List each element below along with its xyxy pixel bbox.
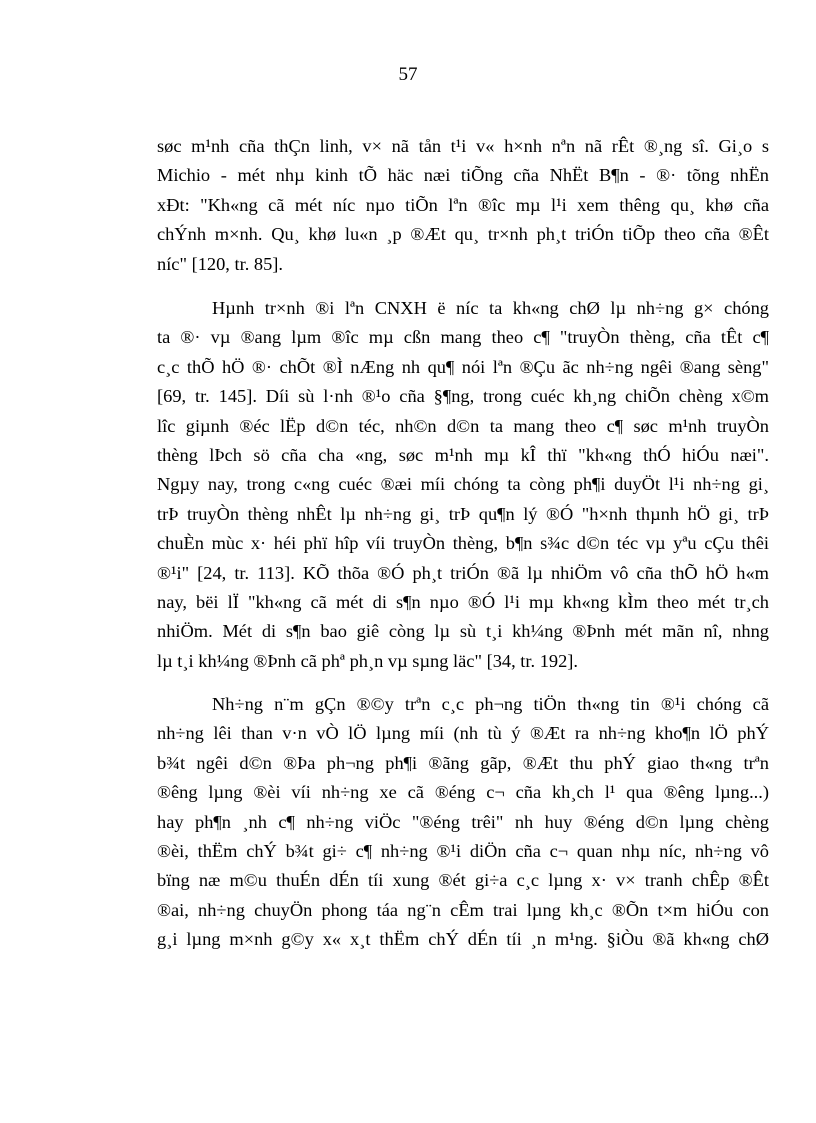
text-line: Hµnh tr×nh ®i lªn CNXH ë níc ta kh«ng chØ lµ nh÷ng g× chóng [212,298,769,318]
text-line: trÞ truyÒn thèng nhÊt lµ nh÷ng gi¸ trÞ qu¶n lý ®Ó "h×nh thµnh hÖ gi¸ trÞ [157,503,769,524]
text-line: Nh÷ng n¨m gÇn ®©y trªn c¸c ph¬ng tiÖn th«ng tin ®¹i chóng cã [212,694,769,714]
text-line: chÝnh m×nh. Qu¸ khø lu«n ¸p ®Æt qu¸ tr×nh ph¸t triÓn tiÕp theo cña ®Êt [157,224,769,245]
text-line: nhiÖm. Mét di s¶n bao giê còng lµ sù t¸i kh¼ng ®Þnh mét mãn nî, nhng [157,621,769,642]
page-number: 57 [398,64,418,85]
text-line: ®¹i" [24, tr. 113]. KÕ thõa ®Ó ph¸t triÓn ®ã lµ nhiÖm vô cña thÕ hÖ h«m [157,562,769,583]
text-line: níc" [120, tr. 85]. [157,253,284,274]
text-line: thèng lÞch sö cña cha «ng, søc m¹nh mµ kÎ thï "kh«ng thÓ hiÓu næi". [157,444,769,465]
text-line: [69, tr. 145]. Díi sù l·nh ®¹o cña §¶ng, trong cuéc kh¸ng chiÕn chèng x©m [157,386,769,407]
paragraph-3 [157,690,769,955]
text-line: lµ t¸i kh¼ng ®Þnh cã phª ph¸n vµ sµng läc" [34, tr. 192]. [157,650,578,671]
text-line: ®èi, thËm chÝ b¾t gi÷ c¶ nh÷ng ®¹i diÖn cña c¬ quan nhµ níc, nh÷ng vô [157,840,769,861]
paragraph-2 [157,294,769,676]
text-line: Ngµy nay, trong c«ng cuéc ®æi míi chóng ta còng ph¶i duyÖt l¹i nh÷ng gi¸ [157,474,769,495]
text-line: nh÷ng lêi than v·n vÒ lÖ lµng míi (nh tù ý ®Æt ra nh÷ng kho¶n lÖ phÝ [157,723,769,744]
text-line: chuÈn mùc x· héi phï hîp víi truyÒn thèng, b¶n s¾c d©n téc vµ yªu cÇu thêi [157,533,769,554]
text-line: ®ai, nh÷ng chuyÖn phong táa ng¨n cÊm trai lµng kh¸c ®Õn t×m hiÓu con [157,899,769,920]
text-line: søc m¹nh cña thÇn linh, v× nã tån t¹i v« h×nh nªn nã rÊt ®¸ng sî. Gi¸o s [157,136,769,156]
text-line: b¾t ngêi d©n ®Þa ph¬ng ph¶i ®ãng gãp, ®Æt thu phÝ giao th«ng trªn [157,752,769,773]
text-line: Michio - mét nhµ kinh tÕ häc næi tiÕng cña NhËt B¶n - ®· tõng nhËn [157,165,769,186]
paragraph-1 [157,132,769,279]
text-line: ®êng lµng ®èi víi nh÷ng xe cã ®éng c¬ cña kh¸ch l¹ qua ®êng lµng...) [157,782,769,803]
text-line: g¸i lµng m×nh g©y x« x¸t thËm chÝ dÉn tíi ¸n m¹ng. §iÒu ®ã kh«ng chØ [157,929,769,950]
text-line: lîc giµnh ®éc lËp d©n téc, nh©n d©n ta mang theo c¶ søc m¹nh truyÒn [157,415,769,436]
text-line: c¸c thÕ hÖ ®· chÕt ®Ì nÆng nh qu¶ nói lªn ®Çu ãc nh÷ng ngêi ®ang sèng" [157,356,769,377]
text-line: xÐt: "Kh«ng cã mét níc nµo tiÕn lªn ®îc mµ l¹i xem thêng qu¸ khø cña [157,194,769,215]
text-line: nay, bëi lÏ "kh«ng cã mét di s¶n nµo ®Ó l¹i mµ kh«ng kÌm theo mét tr¸ch [157,591,769,612]
text-line: hay ph¶n ¸nh c¶ nh÷ng viÖc "®éng trêi" nh huy ®éng d©n lµng chèng [157,811,769,832]
text-line: ta ®· vµ ®ang lµm ®îc mµ cßn mang theo c¶ "truyÒn thèng, cña tÊt c¶ [157,327,769,348]
text-line: bïng næ m©u thuÉn dÉn tíi xung ®ét gi÷a c¸c lµng x· v× tranh chÊp ®Êt [157,870,769,891]
